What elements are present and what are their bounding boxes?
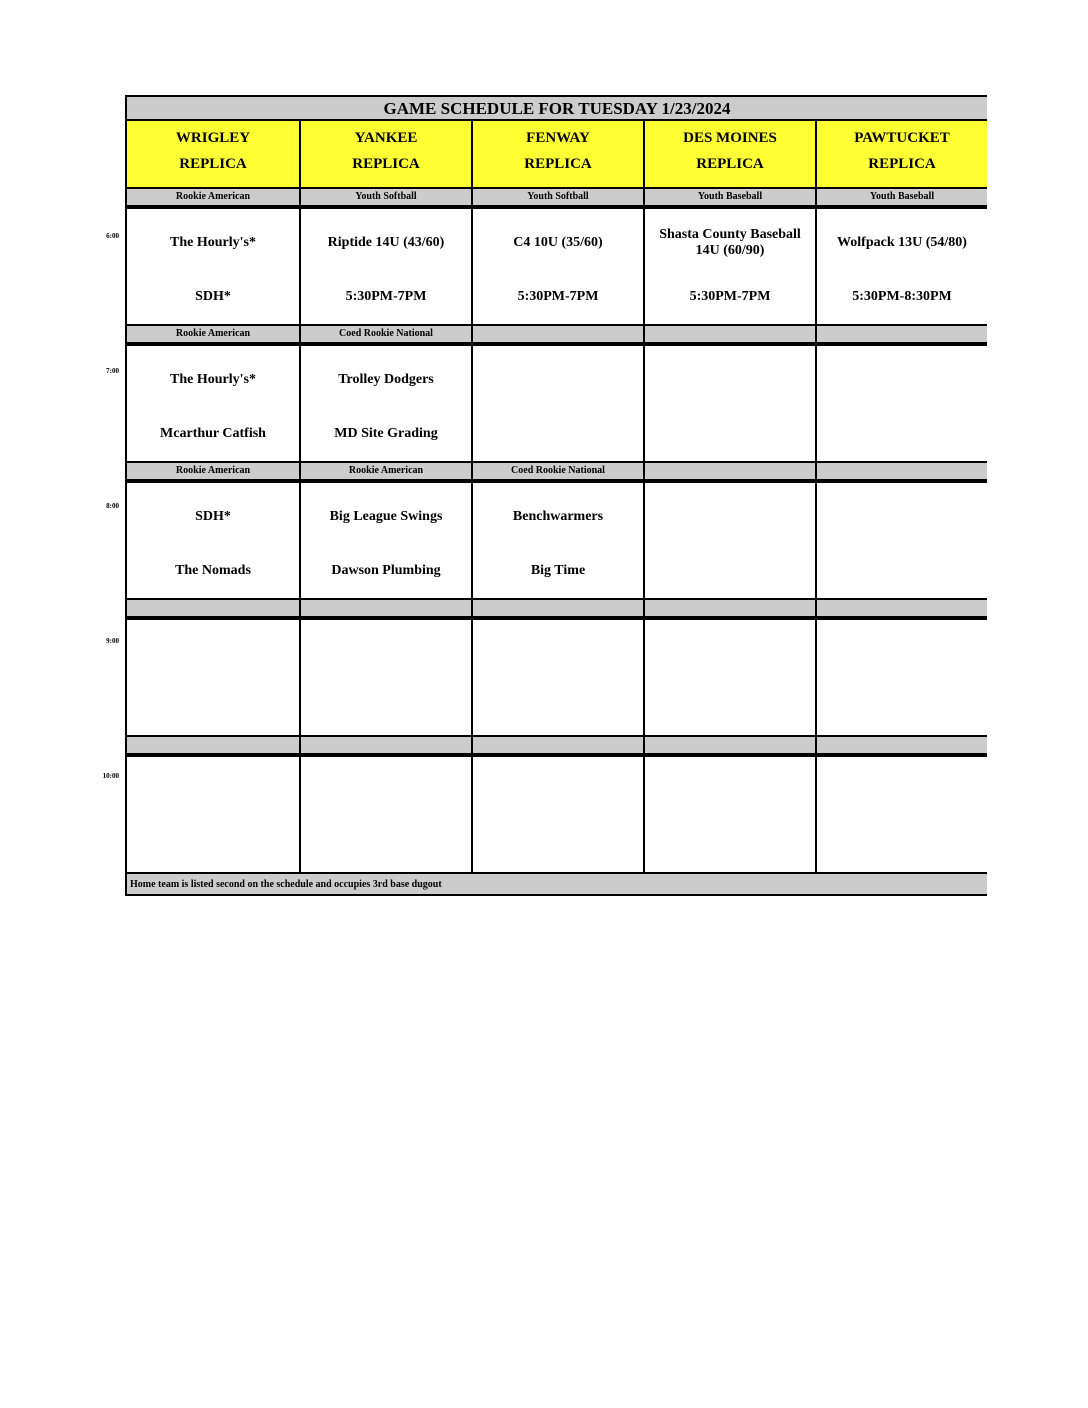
time-slot-row	[125, 481, 987, 600]
division-label: Coed Rookie National	[299, 326, 471, 344]
game-cell	[815, 346, 987, 463]
time-slot-row	[125, 618, 987, 737]
away-team	[821, 634, 983, 674]
division-row	[125, 600, 987, 618]
game-cell	[471, 483, 643, 600]
away-team	[821, 360, 983, 400]
game-cell	[125, 346, 299, 463]
division-label: Coed Rookie National	[471, 463, 643, 481]
home-team: SDH*	[195, 289, 231, 304]
away-team	[821, 771, 983, 811]
division-label: Youth Baseball	[815, 189, 987, 207]
away-team	[821, 497, 983, 537]
game-cell	[471, 346, 643, 463]
division-row	[125, 463, 987, 481]
division-label	[125, 600, 299, 618]
game-cell	[299, 483, 471, 600]
division-label	[471, 737, 643, 755]
division-label	[471, 600, 643, 618]
game-cell	[815, 483, 987, 600]
away-team	[649, 497, 811, 537]
division-label	[815, 326, 987, 344]
home-team: 5:30PM-7PM	[689, 289, 771, 304]
division-label	[299, 600, 471, 618]
division-label	[815, 463, 987, 481]
home-team: 5:30PM-7PM	[517, 289, 599, 304]
away-team: C4 10U (35/60)	[513, 235, 603, 250]
home-team: Mcarthur Catfish	[160, 426, 266, 441]
away-team: Benchwarmers	[512, 509, 604, 524]
division-label	[815, 600, 987, 618]
game-cell	[125, 620, 299, 737]
field-header-row	[125, 121, 987, 189]
division-label	[125, 737, 299, 755]
division-label	[299, 737, 471, 755]
home-team: 5:30PM-7PM	[345, 289, 427, 304]
division-label: Rookie American	[299, 463, 471, 481]
away-team: Wolfpack 13U (54/80)	[837, 235, 967, 250]
game-cell	[643, 620, 815, 737]
field-header-pawtucket: PAWTUCKET REPLICA	[815, 121, 987, 189]
away-team	[477, 634, 639, 674]
home-team: Dawson Plumbing	[331, 563, 441, 578]
division-label	[643, 600, 815, 618]
game-cell	[815, 620, 987, 737]
home-team: 5:30PM-8:30PM	[852, 289, 952, 304]
division-label: Youth Softball	[299, 189, 471, 207]
schedule-footer-note: Home team is listed second on the schedule and occupies 3rd base dugout	[125, 874, 987, 896]
away-team	[649, 771, 811, 811]
away-team	[649, 634, 811, 674]
division-label: Rookie American	[125, 463, 299, 481]
game-cell	[643, 209, 815, 326]
away-team	[477, 771, 639, 811]
game-cell	[471, 620, 643, 737]
away-team: Big League Swings	[329, 509, 443, 524]
time-label: 10:00	[102, 772, 119, 780]
field-header-yankee: YANKEE REPLICA	[299, 121, 471, 189]
schedule-title: GAME SCHEDULE FOR TUESDAY 1/23/2024	[125, 95, 987, 121]
away-team	[477, 360, 639, 400]
away-team: Riptide 14U (43/60)	[327, 235, 445, 250]
division-row	[125, 737, 987, 755]
time-label: 8:00	[106, 502, 119, 510]
division-label	[643, 463, 815, 481]
time-slot-row	[125, 755, 987, 874]
home-team: The Nomads	[175, 563, 251, 578]
time-label: 7:00	[106, 367, 119, 375]
game-cell	[471, 209, 643, 326]
game-cell	[815, 209, 987, 326]
time-label: 9:00	[106, 637, 119, 645]
time-slot-row	[125, 207, 987, 326]
division-label	[643, 326, 815, 344]
away-team	[131, 771, 295, 811]
division-label: Youth Baseball	[643, 189, 815, 207]
division-row	[125, 326, 987, 344]
field-header-wrigley: WRIGLEY REPLICA	[125, 121, 299, 189]
schedule-sheet	[125, 95, 987, 896]
game-cell	[125, 209, 299, 326]
away-team	[649, 360, 811, 400]
division-label: Rookie American	[125, 189, 299, 207]
division-row	[125, 189, 987, 207]
game-cell	[299, 209, 471, 326]
away-team	[305, 771, 467, 811]
division-label: Youth Softball	[471, 189, 643, 207]
game-cell	[643, 346, 815, 463]
game-cell	[299, 620, 471, 737]
away-team: The Hourly's*	[170, 372, 256, 387]
away-team: Trolley Dodgers	[338, 372, 434, 387]
time-slot-row	[125, 344, 987, 463]
game-cell	[299, 346, 471, 463]
away-team: The Hourly's*	[170, 235, 256, 250]
game-cell	[471, 757, 643, 874]
division-label: Rookie American	[125, 326, 299, 344]
home-team: Big Time	[530, 563, 586, 578]
game-cell	[643, 757, 815, 874]
game-cell	[125, 483, 299, 600]
division-label	[471, 326, 643, 344]
game-cell	[125, 757, 299, 874]
field-header-des-moines: DES MOINES REPLICA	[643, 121, 815, 189]
division-label	[643, 737, 815, 755]
game-cell	[815, 757, 987, 874]
field-header-fenway: FENWAY REPLICA	[471, 121, 643, 189]
away-team	[305, 634, 467, 674]
away-team	[131, 634, 295, 674]
away-team: SDH*	[195, 509, 231, 524]
away-team: Shasta County Baseball 14U (60/90)	[659, 227, 801, 258]
game-cell	[299, 757, 471, 874]
division-label	[815, 737, 987, 755]
game-cell	[643, 483, 815, 600]
home-team: MD Site Grading	[334, 426, 438, 441]
time-label: 6:00	[106, 232, 119, 240]
